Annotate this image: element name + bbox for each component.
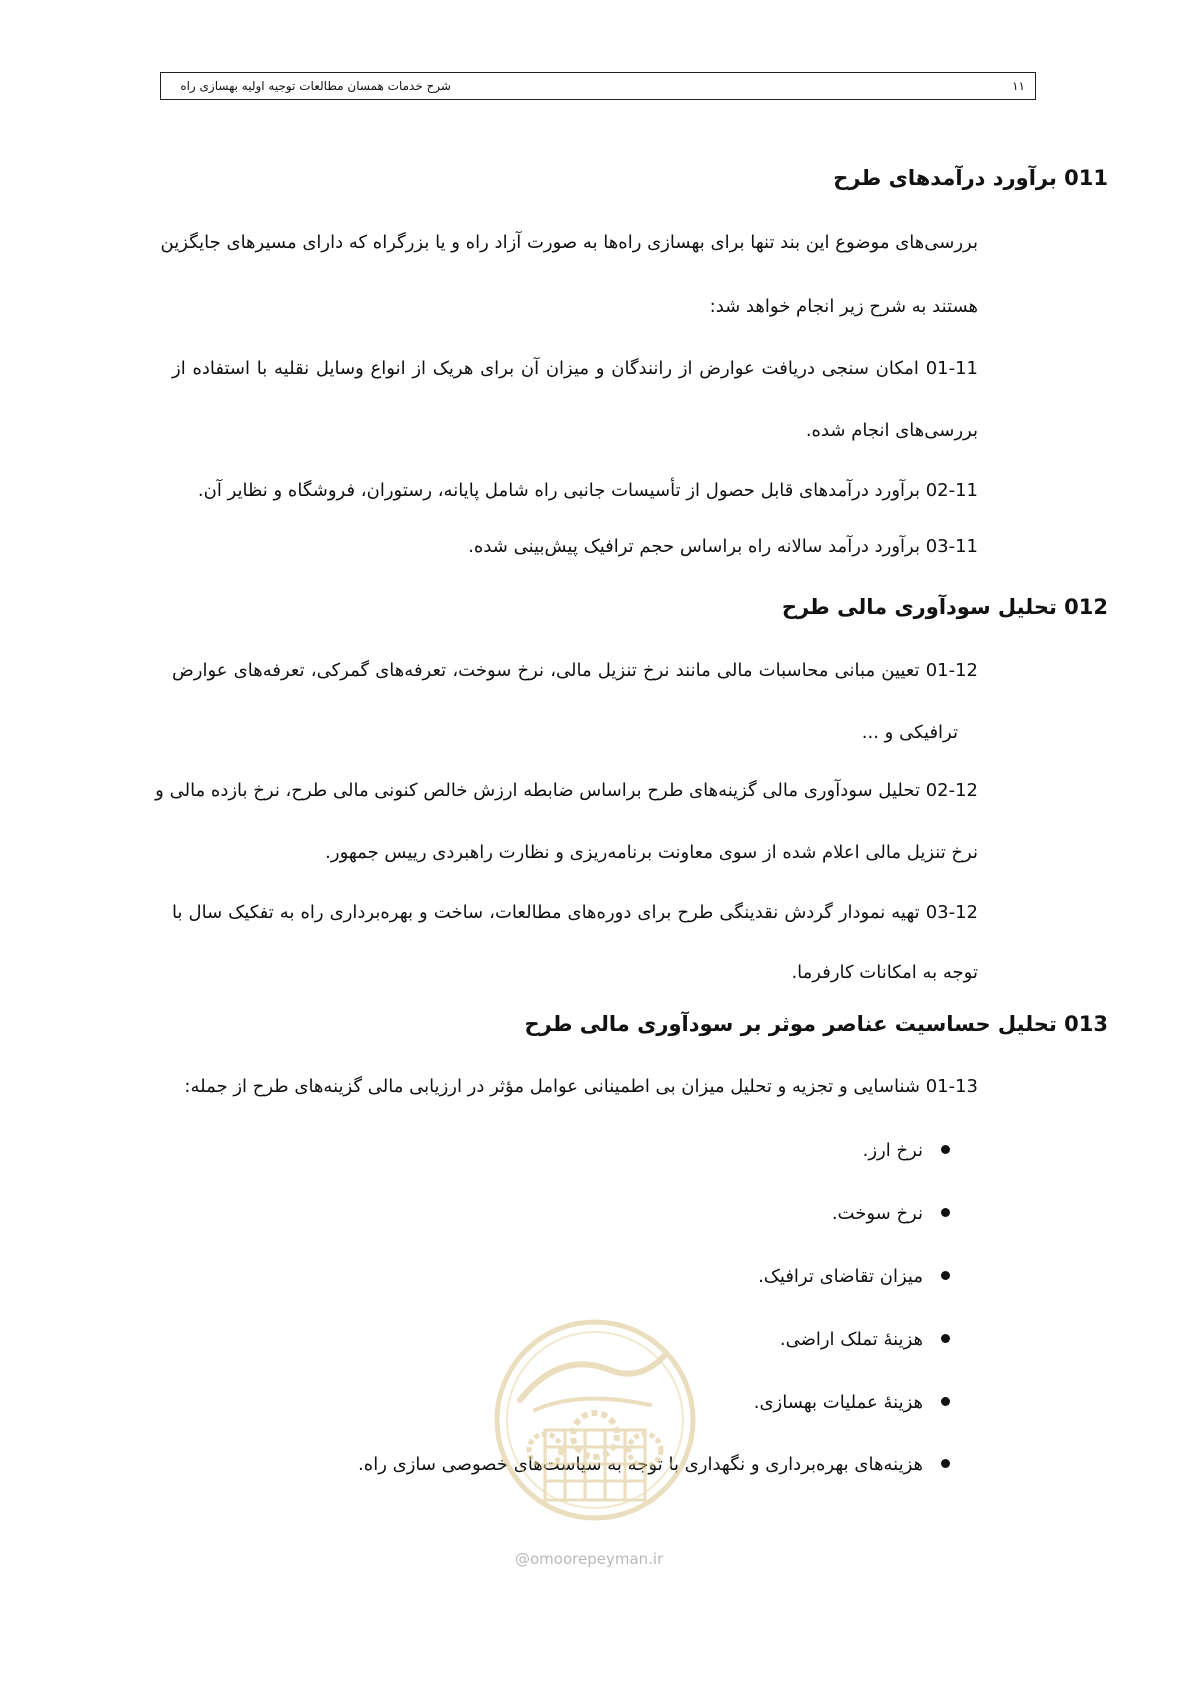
paragraph-line: نرخ تنزیل مالی اعلام شده از سوی معاونت برنامه‌ریزی و نظارت راهبردی رییس جمهور. (325, 842, 978, 863)
bullet-dot-icon (941, 1145, 950, 1154)
paragraph-line: 01-12 تعیین مبانی محاسبات مالی مانند نرخ تنزیل مالی، نرخ سوخت، تعرفه‌های گمرکی، تعرفه‌های عوارض (172, 660, 978, 681)
watermark-seal-icon (490, 1310, 700, 1530)
paragraph-line: توجه به امکانات کارفرما. (791, 962, 978, 983)
header-title: شرح خدمات همسان مطالعات توجیه اولیه بهسازی راه (180, 79, 451, 93)
bullet-dot-icon (941, 1397, 950, 1406)
bullet-item: هزینهٔ تملک اراضی. (780, 1329, 950, 1350)
bullet-item: هزینه‌های بهره‌برداری و نگهداری با توجه به سیاست‌های خصوصی سازی راه. (358, 1454, 950, 1475)
bullet-dot-icon (941, 1459, 950, 1468)
paragraph-line: 03-11 برآورد درآمد سالانه راه براساس حجم ترافیک پیش‌بینی شده. (468, 536, 978, 557)
page-number: ۱۱ (1012, 79, 1025, 93)
section-heading: 012 تحلیل سودآوری مالی طرح (781, 595, 1108, 619)
paragraph-line: هستند به شرح زیر انجام خواهد شد: (709, 296, 978, 317)
bullet-item: نرخ ارز. (863, 1140, 950, 1161)
watermark-url: @omoorepeyman.ir (515, 1550, 664, 1568)
paragraph-line: 03-12 تهیه نمودار گردش نقدینگی طرح برای دوره‌های مطالعات، ساخت و بهره‌برداری راه به تفکیک سال با (172, 902, 978, 923)
paragraph-line: بررسی‌های انجام شده. (805, 420, 978, 441)
paragraph-line: 02-12 تحلیل سودآوری مالی گزینه‌های طرح براساس ضابطه ارزش خالص کنونی مالی طرح، نرخ بازده مالی و (155, 780, 978, 801)
section-heading: 011 برآورد درآمدهای طرح (833, 166, 1108, 190)
paragraph-line: 01-11 امکان سنجی دریافت عوارض از رانندگان و میزان آن برای هریک از انواع وسایل نقلیه با استفاده از (172, 358, 978, 379)
paragraph-line: ترافیکی و ... (861, 722, 958, 743)
running-header (160, 72, 1036, 100)
bullet-dot-icon (941, 1208, 950, 1217)
bullet-item: هزینهٔ عملیات بهسازی. (754, 1392, 950, 1413)
bullet-item: میزان تقاضای ترافیک. (758, 1266, 950, 1287)
bullet-item: نرخ سوخت. (832, 1203, 950, 1224)
paragraph-line: 01-13 شناسایی و تجزیه و تحلیل میزان بی اطمینانی عوامل مؤثر در ارزیابی مالی گزینه‌های طرح از جمله: (184, 1076, 978, 1097)
paragraph-line: 02-11 برآورد درآمدهای قابل حصول از تأسیسات جانبی راه شامل پایانه، رستوران، فروشگاه و نظایر آن. (197, 480, 978, 501)
bullet-dot-icon (941, 1271, 950, 1280)
paragraph-line: بررسی‌های موضوع این بند تنها برای بهسازی راه‌ها به صورت آزاد راه و یا بزرگراه که دارای مسیرهای جایگزین (160, 232, 978, 253)
bullet-dot-icon (941, 1334, 950, 1343)
section-heading: 013 تحلیل حساسیت عناصر موثر بر سودآوری مالی طرح (524, 1012, 1108, 1036)
